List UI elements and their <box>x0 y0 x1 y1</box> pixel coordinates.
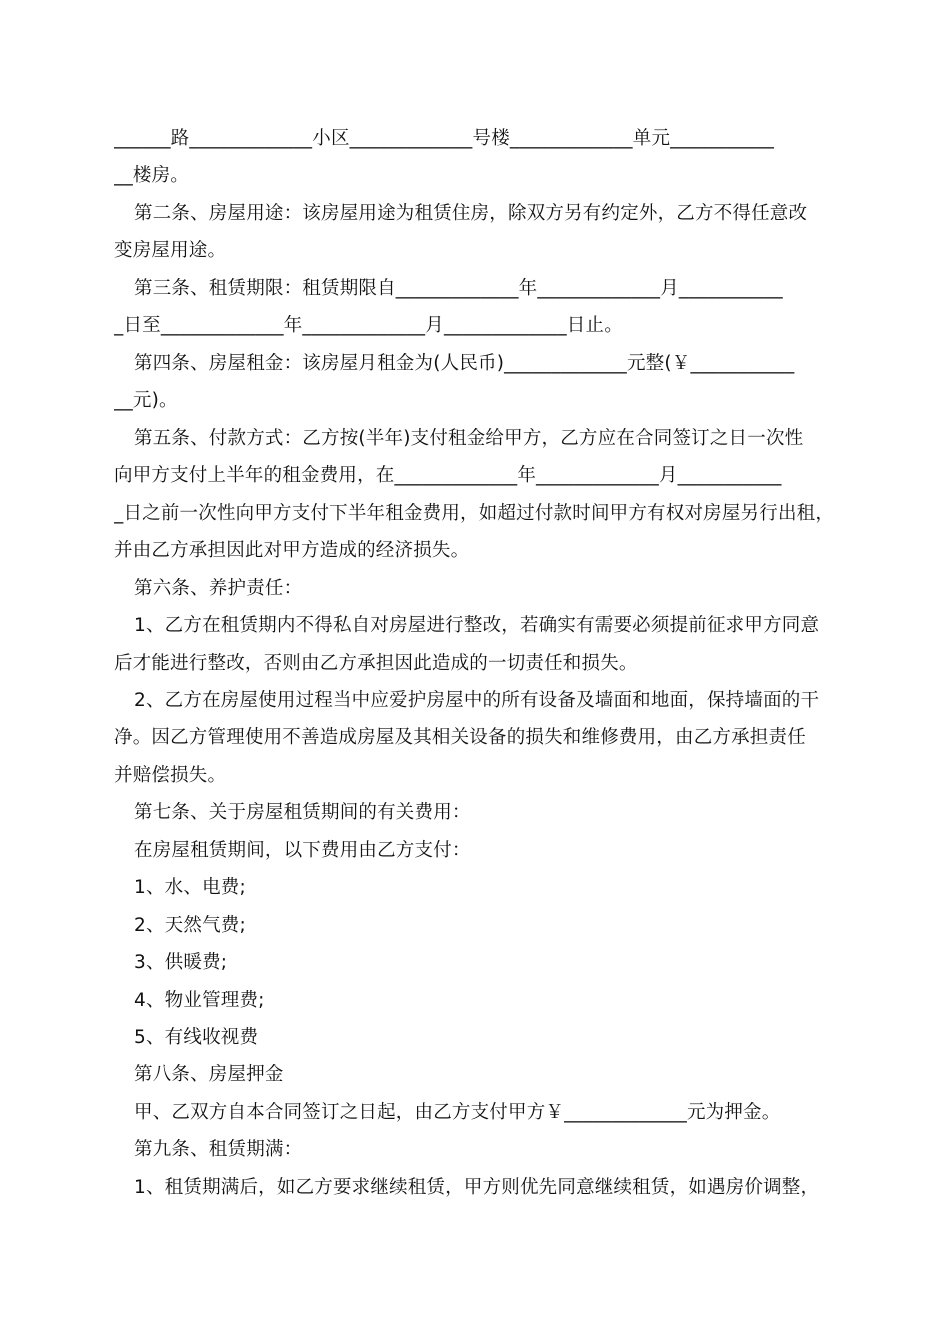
article-9-heading: 第九条、租赁期满： <box>134 1139 303 1160</box>
list-item: 4、物业管理费; <box>134 990 265 1011</box>
article-8-heading: 第八条、房屋押金 <box>134 1064 284 1085</box>
text-line: 1、租赁期满后，如乙方要求继续租赁，甲方则优先同意继续租赁，如遇房价调整， <box>134 1177 820 1198</box>
list-item: 2、天然气费; <box>134 915 246 936</box>
text-line: 1、乙方在租赁期内不得私自对房屋进行整改，若确实有需要必须提前征求甲方同意 <box>134 615 820 636</box>
text-line: 向甲方支付上半年的租金费用，在_____________年_____________月___________ <box>114 465 782 486</box>
article-5-heading: 第五条、付款方式：乙方按(半年)支付租金给甲方，乙方应在合同签订之日一次性 <box>134 428 804 449</box>
article-3-heading: 第三条、租赁期限：租赁期限自_____________年_____________月___________ <box>134 278 783 299</box>
list-item: 3、供暖费; <box>134 952 228 973</box>
text-line: 变房屋用途。 <box>114 240 227 261</box>
list-item: 5、有线收视费 <box>134 1027 259 1048</box>
text-line: 并由乙方承担因此对甲方造成的经济损失。 <box>114 540 470 561</box>
text-line: 并赔偿损失。 <box>114 765 227 786</box>
text-line: _日之前一次性向甲方支付下半年租金费用，如超过付款时间甲方有权对房屋另行出租， <box>114 503 835 524</box>
text-line: 净。因乙方管理使用不善造成房屋及其相关设备的损失和维修费用，由乙方承担责任 <box>114 727 806 748</box>
text-line: 在房屋租赁期间，以下费用由乙方支付： <box>134 840 471 861</box>
article-6-heading: 第六条、养护责任： <box>134 578 303 599</box>
text-line: _日至_____________年_____________月_____________日止。 <box>114 315 623 336</box>
text-line: 后才能进行整改，否则由乙方承担因此造成的一切责任和损失。 <box>114 653 638 674</box>
article-2-heading: 第二条、房屋用途：该房屋用途为租赁住房，除双方另有约定外，乙方不得任意改 <box>134 203 808 224</box>
article-7-heading: 第七条、关于房屋租赁期间的有关费用： <box>134 802 471 823</box>
list-item: 1、水、电费; <box>134 877 246 898</box>
text-line: __楼房。 <box>114 165 190 186</box>
text-line: 2、乙方在房屋使用过程当中应爱护房屋中的所有设备及墙面和地面，保持墙面的干 <box>134 690 820 711</box>
text-line: 甲、乙双方自本合同签订之日起，由乙方支付甲方￥_____________元为押金。 <box>134 1102 781 1123</box>
article-4-heading: 第四条、房屋租金：该房屋月租金为(人民币)_____________元整(￥___________ <box>134 353 795 374</box>
text-line: __元)。 <box>114 390 178 411</box>
text-line: ______路_____________小区_____________号楼_____________单元___________ <box>114 128 775 149</box>
